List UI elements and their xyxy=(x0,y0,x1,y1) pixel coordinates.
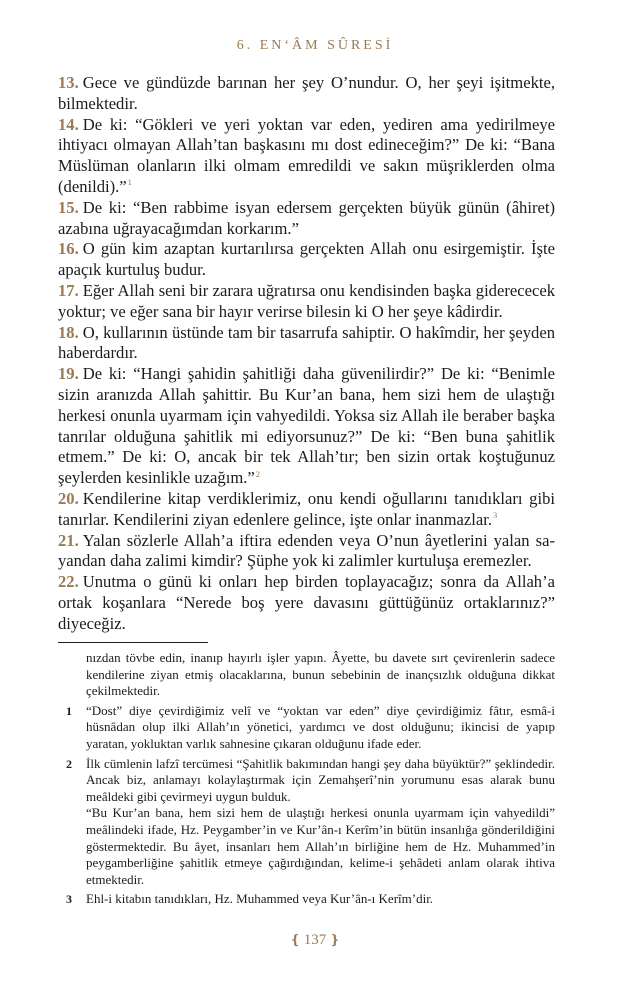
footnote-text: nızdan tövbe edin, inanıp hayırlı işler yapın. Âyette, bu davete sırt çevirenlerin sadece kendilerine ziyan etmiş olacaklarına, bunun sebebinin de inançsızlık olduğuna dikkat çekilmektedir. xyxy=(86,650,555,699)
verse-text: O, kullarının üstünde tam bir tasarrufa sahiptir. O hakîmdir, her şeyden haberdardır. xyxy=(58,322,555,363)
verse-text: Yalan sözlerle Allah’a iftira edenden veya O’nun âyetlerini yalan sayandan daha zalimi kimdir? Şüphe yok ki zalimler kurtuluşa eremezler. xyxy=(58,530,555,571)
footnote xyxy=(58,650,555,700)
footnote xyxy=(58,891,555,908)
page-number-value: 137 xyxy=(303,932,327,948)
footnote-text: Ehl-i kitabın tanıdıkları, Hz. Muhammed veya Kur’ân-ı Kerîm’dir. xyxy=(86,891,434,907)
verse xyxy=(58,489,555,531)
verse-number: 13. xyxy=(58,73,79,92)
verse-text: De ki: “Hangi şahidin şahitliği daha güvenilirdir?” De ki: “Benimle sizin aranızda Allah şahittir. Bu Kur’an bana, hem sizi hem de ulaştığı herkesi onunla uyarmam için vahyedildi. Yoksa siz Allah ile beraber başka tanrılar olduğuna şahitlik mi ediyorsunuz?” De ki: “Ben buna şahitlik etmem.” De ki: O, ancak bir tek Allah’tır; ben sizin ortak koştuğunuz şeylerden kesinlikle uzağım.” xyxy=(58,364,555,488)
verse xyxy=(58,239,555,281)
verse-number: 15. xyxy=(58,197,79,217)
footnote-number: 3 xyxy=(66,892,72,907)
footnote-reference[interactable]: 2 xyxy=(255,468,261,479)
footnote-text: İlk cümlenin lafzî tercümesi “Şahitlik bakımından hangi şey daha büyüktür?” şeklindedir. Ancak biz, anlamayı kolaylaştırmak için Zemahşerî’nin yorumunu esas alarak bunu meâldeki gibi çevirmeyi uygun bulduk. xyxy=(86,755,555,804)
footnote-text: “Dost” diye çevirdiğimiz velî ve “yoktan var eden” diye çevirdiğimiz fâtır, esmâ-i hüsnâdan olup ilki Allah’ın yönetici, yardımcı ve dost olduğunu; ikincisi de yapıp yaratan, yokluktan varlık sahnesine çıkaran olduğunu ifade eder. xyxy=(86,702,555,751)
verse xyxy=(58,572,555,634)
verse-text: Eğer Allah seni bir zarara uğratırsa onu kendisinden başka giderececek yoktur; ve eğer sana bir hayır verirse bilesin ki O her şeye kâdirdir. xyxy=(58,280,555,321)
verse-list xyxy=(58,73,555,635)
verse-number: 19. xyxy=(58,364,79,384)
footnote-list xyxy=(58,650,555,911)
verse-text: Gece ve gündüzde barınan her şey O’nundur. O, her şeyi işitmekte, bilmektedir. xyxy=(58,73,555,113)
verse xyxy=(58,73,555,115)
verse-text: O gün kim azaptan kurtarılırsa gerçekten Allah onu esirgemiştir. İşte apaçık kurtuluş budur. xyxy=(58,239,555,280)
verse-number: 22. xyxy=(58,572,79,592)
verse-number: 16. xyxy=(58,239,79,259)
running-header: 6. EN‘ÂM SÛRESİ xyxy=(236,38,394,53)
footnote-number: 1 xyxy=(66,703,72,718)
verse-number: 21. xyxy=(58,530,79,550)
footnote xyxy=(58,703,555,753)
verse-text: De ki: “Gökleri ve yeri yoktan var eden, yediren ama yedirilmeye ihtiyacı olmayan Allah’tan başkasını mı dost edineceğim?” De ki: “Bana Müslüman olanların ilki olmam emredildi ve sakın müşriklerden olma (denildi).” xyxy=(58,114,555,196)
verse-text: De ki: “Ben rabbime isyan edersem gerçekten büyük günün (âhiret) azabına uğrayacağımdan korkarım.” xyxy=(58,197,555,238)
verse-number: 18. xyxy=(58,322,79,342)
verse xyxy=(58,115,555,198)
verse xyxy=(58,323,555,365)
footnote-separator xyxy=(58,642,208,643)
verse xyxy=(58,198,555,240)
verse xyxy=(58,281,555,323)
footnote xyxy=(58,756,555,889)
verse xyxy=(58,531,555,573)
verse-number: 20. xyxy=(58,488,79,508)
verse-text: Unutma o günü ki onları hep birden toplayacağız; sonra da Allah’a ortak koşanlara “Nerede boş yere davasını güttüğünüz ortaklarınız?” diyeceğiz. xyxy=(58,572,555,633)
left-ornament-icon: ❴ xyxy=(289,932,301,947)
verse xyxy=(58,364,555,489)
footnote-reference[interactable]: 3 xyxy=(493,510,498,521)
page-number xyxy=(0,932,630,949)
verse-number: 17. xyxy=(58,280,79,300)
verse-text: Kendilerine kitap verdiklerimiz, onu kendi oğullarını tanıdıkları gibi tanırlar. Kendilerini ziyan edenlere gelince, işte onlar inanmazlar. xyxy=(58,488,555,529)
footnote-reference[interactable]: 1 xyxy=(127,177,132,188)
footnote-number: 2 xyxy=(66,756,72,771)
footnote-text: “Bu Kur’an bana, hem sizi hem de ulaştığı herkesi onunla uyarmam için vahyedildi” meâlindeki ifade, Hz. Peygamber’in ve Kur’ân-ı Kerîm’in bütün insanlığa gönderildiğini göstermektedir. Bu âyet, insanları hem Allah’ın birliğine hem de Hz. Muhammed’in peygamberliğine şahitlik etmeye çağırdığından, kelime-i şehâdeti anlam olarak ihtiva etmektedir. xyxy=(86,805,555,887)
verse-number: 14. xyxy=(58,114,79,134)
right-ornament-icon: ❵ xyxy=(329,932,341,947)
